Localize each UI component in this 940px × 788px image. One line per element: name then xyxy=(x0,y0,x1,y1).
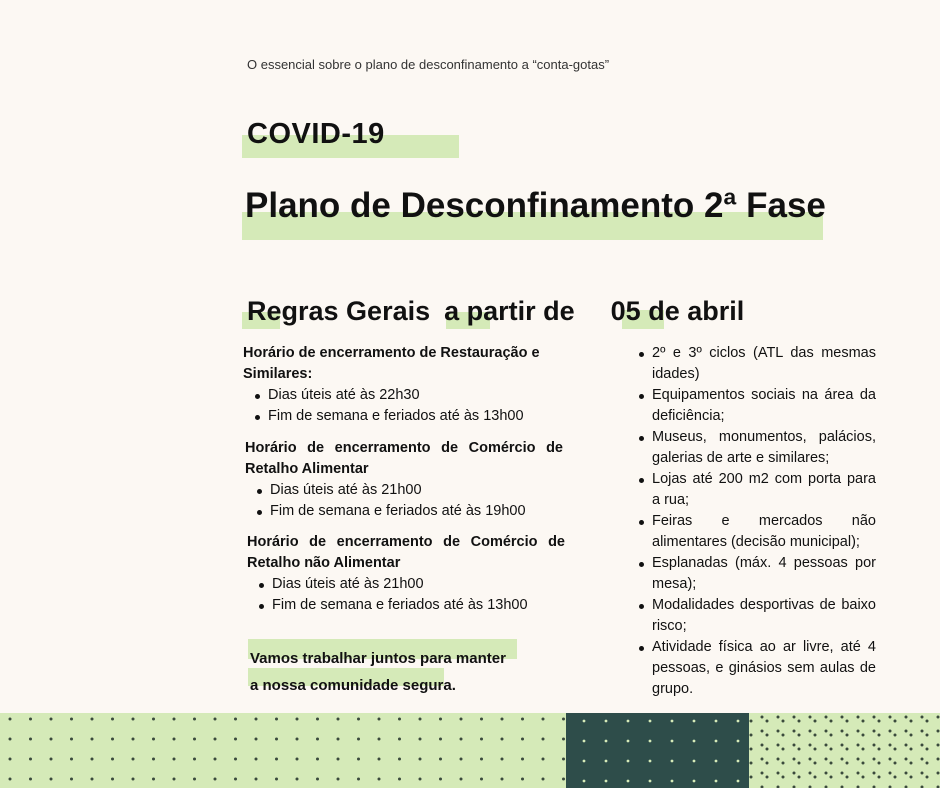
date-month: de abril xyxy=(648,296,745,326)
list-item: Feiras e mercados não alimentares (decisão municipal); xyxy=(638,511,876,553)
list-item: Atividade física ao ar livre, até 4 pessoas, e ginásios sem aulas de grupo. xyxy=(638,637,876,700)
list-item: Dias úteis até às 21h00 xyxy=(247,574,565,595)
alimentar-list xyxy=(245,480,563,522)
band-right-dots xyxy=(749,713,940,788)
regras-label: Regras Gerais xyxy=(247,296,431,326)
band-left-dots xyxy=(0,713,566,788)
list-item: Fim de semana e feriados até às 13h00 xyxy=(247,595,565,616)
page-subtitle: O essencial sobre o plano de desconfinamento a “conta-gotas” xyxy=(247,57,610,72)
restauracao-block xyxy=(243,343,561,427)
nao-alimentar-block xyxy=(247,532,565,616)
alimentar-block xyxy=(245,438,563,522)
list-item: Lojas até 200 m2 com porta para a rua; xyxy=(638,469,876,511)
closing-line-2: a nossa comunidade segura. xyxy=(250,677,456,694)
date-day: 05 xyxy=(610,296,641,326)
closing-line-1: Vamos trabalhar juntos para manter xyxy=(250,650,506,667)
nao-alimentar-list xyxy=(247,574,565,616)
list-item: Modalidades desportivas de baixo risco; xyxy=(638,595,876,637)
decorative-dot-band xyxy=(0,713,940,788)
covid-title: COVID-19 xyxy=(247,118,385,150)
list-item: Fim de semana e feriados até às 19h00 xyxy=(245,501,563,522)
restauracao-list xyxy=(243,385,561,427)
list-item: Fim de semana e feriados até às 13h00 xyxy=(243,406,561,427)
list-item: Dias úteis até às 22h30 xyxy=(243,385,561,406)
restauracao-heading: Horário de encerramento de Restauração e Similares: xyxy=(243,345,540,382)
list-item: Dias úteis até às 21h00 xyxy=(245,480,563,501)
band-dark-dots xyxy=(566,713,749,788)
list-item: Museus, monumentos, palácios, galerias de arte e similares; xyxy=(638,427,876,469)
alimentar-heading: Horário de encerramento de Comércio de Retalho Alimentar xyxy=(245,440,563,477)
list-item: 2º e 3º ciclos (ATL das mesmas idades) xyxy=(638,343,876,385)
closing-message xyxy=(250,645,506,699)
plan-title: Plano de Desconfinamento 2ª Fase xyxy=(245,186,826,225)
list-item: Esplanadas (máx. 4 pessoas por mesa); xyxy=(638,553,876,595)
list-item: Equipamentos sociais na área da deficiência; xyxy=(638,385,876,427)
nao-alimentar-heading: Horário de encerramento de Comércio de Retalho não Alimentar xyxy=(247,534,565,571)
section-heading xyxy=(247,296,744,327)
reopening-list xyxy=(638,343,876,700)
a-partir-label: a partir de xyxy=(444,296,575,326)
